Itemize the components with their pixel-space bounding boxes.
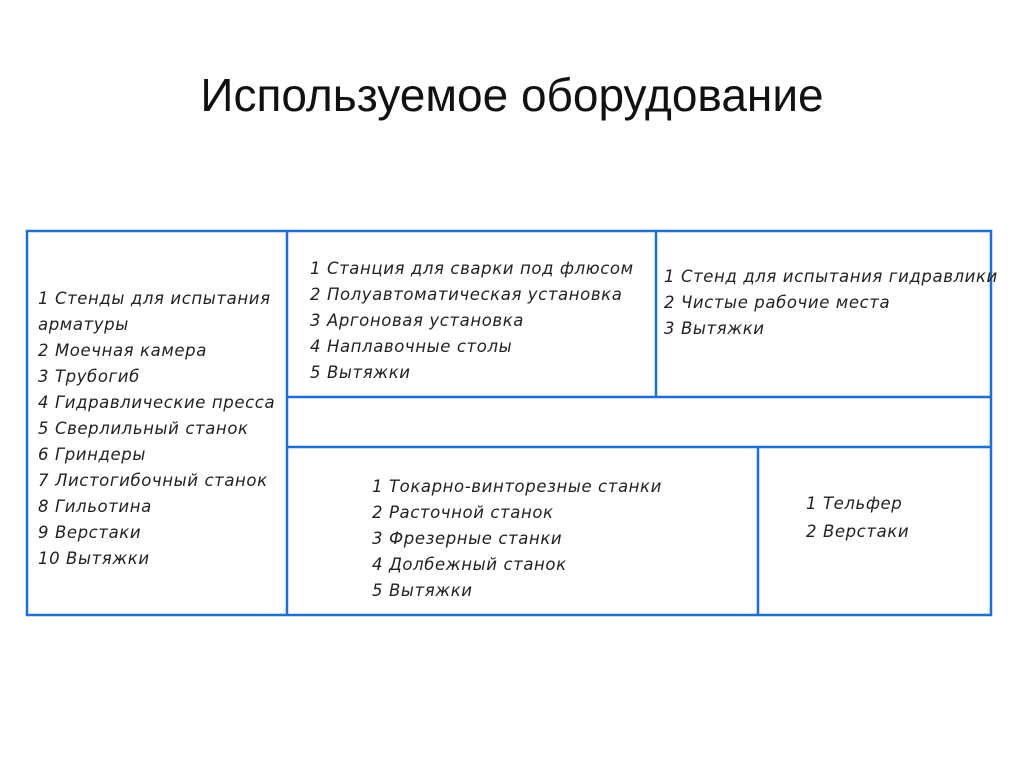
list-item: 3 Вытяжки <box>664 319 765 338</box>
list-item: 2 Чистые рабочие места <box>664 293 891 312</box>
list-item: 8 Гильотина <box>38 497 152 516</box>
list-item: 1 Стенды для испытания <box>38 289 271 308</box>
list-item: 3 Аргоновая установка <box>310 311 524 330</box>
list-item: 2 Расточной станок <box>372 503 554 522</box>
list-item: 5 Сверлильный станок <box>38 419 249 438</box>
list-item: 3 Трубогиб <box>38 367 140 386</box>
list-item: 1 Токарно-винторезные станки <box>372 477 662 496</box>
list-item: 6 Гриндеры <box>38 445 146 464</box>
list-item: 1 Стенд для испытания гидравлики <box>664 267 998 286</box>
list-item: 1 Станция для сварки под флюсом <box>310 259 634 278</box>
list-item: 5 Вытяжки <box>372 581 473 600</box>
list-item: 3 Фрезерные станки <box>372 529 563 548</box>
list-item: 2 Полуавтоматическая установка <box>310 285 623 304</box>
slide-title: Используемое оборудование <box>200 69 824 121</box>
list-item: 10 Вытяжки <box>38 549 150 568</box>
list-item: 7 Листогибочный станок <box>38 471 268 490</box>
zone-left-list <box>38 286 275 572</box>
list-item: 5 Вытяжки <box>310 363 411 382</box>
list-item: 1 Тельфер <box>806 494 903 513</box>
zone-bottom-middle-list <box>372 474 662 604</box>
list-item: 4 Наплавочные столы <box>310 337 513 356</box>
list-item: арматуры <box>38 315 129 334</box>
list-item: 4 Гидравлические пресса <box>38 393 276 412</box>
list-item: 2 Моечная камера <box>38 341 207 360</box>
list-item: 2 Верстаки <box>806 522 910 541</box>
list-item: 4 Долбежный станок <box>372 555 567 574</box>
zone-top-right-list <box>664 264 998 342</box>
zone-top-middle-list <box>310 256 634 386</box>
list-item: 9 Верстаки <box>38 523 142 542</box>
zone-bottom-right-list <box>806 490 909 546</box>
